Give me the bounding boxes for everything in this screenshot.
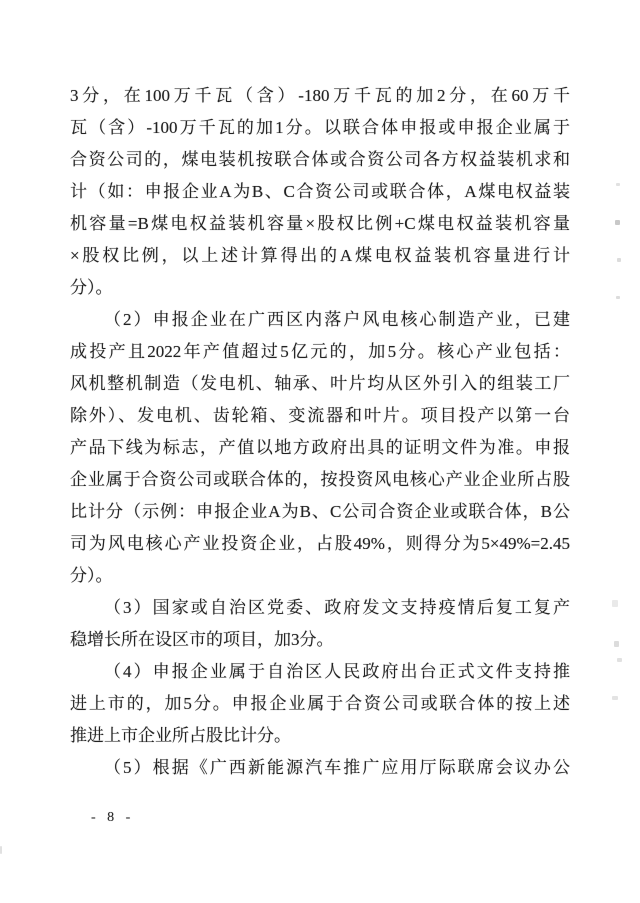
text-line: 分）。 <box>70 566 113 585</box>
scan-artifact-dot <box>617 258 621 262</box>
text-line: 稳增长所在设区市的项目，加3分。 <box>70 630 334 649</box>
scan-artifact-dot <box>615 220 620 225</box>
text-line: 除外）、发电机、齿轮箱、变流器和叶片。项目投产以第一台 <box>70 406 570 425</box>
text-line-item-4: （4）申报企业属于自治区人民政府出台正式文件支持推 <box>104 662 570 681</box>
text-line: 计（如：申报企业A为B、C合资公司或联合体，A煤电权益装 <box>70 182 570 201</box>
text-line: ×股权比例，以上述计算得出的A煤电权益装机容量进行计 <box>70 246 570 265</box>
text-line-item-2: （2）申报企业在广西区内落户风电核心制造产业，已建 <box>104 310 570 329</box>
scan-artifact-dot <box>0 846 2 854</box>
text-line: 分）。 <box>70 278 113 297</box>
text-line: 瓦（含）-100万千瓦的加1分。以联合体申报或申报企业属于 <box>70 118 570 137</box>
scan-artifact-dot <box>617 658 622 662</box>
text-line-item-3: （3）国家或自治区党委、政府发文支持疫情后复工复产 <box>104 598 570 617</box>
scan-artifact-dot <box>616 183 620 186</box>
text-line: 进上市的，加5分。申报企业属于合资公司或联合体的按上述 <box>70 694 570 713</box>
text-line-item-5: （5）根据《广西新能源汽车推广应用厅际联席会议办公 <box>104 758 570 777</box>
scan-artifact-dot <box>612 696 618 700</box>
text-line: 推进上市企业所占股比计分。 <box>70 726 291 745</box>
text-line: 比计分（示例：申报企业A为B、C公司合资企业或联合体，B公 <box>70 502 570 521</box>
text-line: 产品下线为标志，产值以地方政府出具的证明文件为准。申报 <box>70 438 570 457</box>
text-line: 司为风电核心产业投资企业，占股49%，则得分为5×49%=2.45 <box>70 534 570 553</box>
scan-artifact-dot <box>612 600 618 607</box>
page-number: - 8 - <box>91 810 135 825</box>
text-line: 3分，在100万千瓦（含）-180万千瓦的加2分，在60万千 <box>70 86 570 105</box>
text-line: 合资公司的，煤电装机按联合体或合资公司各方权益装机求和 <box>70 150 570 169</box>
scan-artifact-dot <box>614 641 619 647</box>
text-line: 成投产且2022年产值超过5亿元的，加5分。核心产业包括： <box>70 342 570 361</box>
document-body-text <box>70 80 570 784</box>
text-line: 企业属于合资公司或联合体的，按投资风电核心产业企业所占股 <box>70 470 570 489</box>
text-line: 机容量=B煤电权益装机容量×股权比例+C煤电权益装机容量 <box>70 214 570 233</box>
scan-artifact-dot <box>616 296 620 299</box>
text-line: 风机整机制造（发电机、轴承、叶片均从区外引入的组装工厂 <box>70 374 570 393</box>
